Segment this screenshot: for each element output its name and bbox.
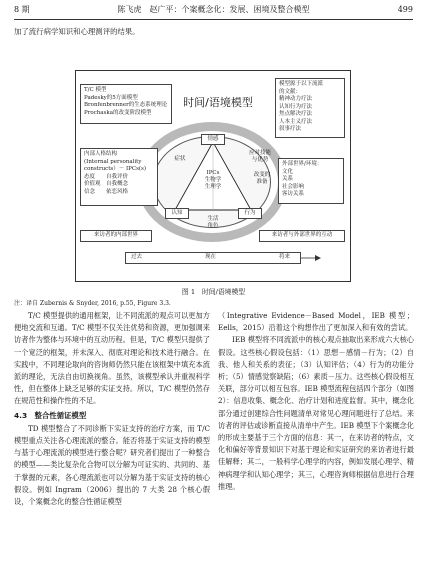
timeline-future: 将来 xyxy=(279,254,291,260)
running-title: 陈飞虎 赵广平：个案概念化：发展、困境及整合模型 xyxy=(117,5,310,14)
timeline-present: 现在 xyxy=(205,254,217,260)
life-role-label: 生活 角色 xyxy=(207,216,219,229)
header-rule xyxy=(14,19,413,20)
issue-number: 8 期 xyxy=(14,5,30,14)
cognition-label: 认知 xyxy=(165,208,189,219)
right-paragraph-1: （Integrative Evidence－Based Model，IEB 模型；Eells，2015）沿着这个构想作出了更加深入和有效的尝试。 xyxy=(218,311,414,333)
emotion-label: 情感 xyxy=(201,134,225,145)
interaction-box: 来访者与外部世界的互动 xyxy=(259,230,345,242)
left-paragraph-2: TD 模型整合了不同诊断下实证支持的治疗方案，而 T/C 模型重点关注各心理流派的整合。能否将基于实证支持的模型与基于心理流派的模型进行整合呢？研究者们提出了一种整合的模型——类比复杂化合物可以分解为可证实的、共同的、基于掌握的元素，各心理流派也可以分解为基于实证支持的核心假设。例如 Ingram（2006）提出的 7 大类 28 个核心假设，个案概念化的整合性循证模型 xyxy=(14,423,210,507)
tc-model-box: T/C 模型 Padesky的5方面模型 Bronfenbrenner的生态系统理论 Prochaska的改变阶段模型 xyxy=(80,84,172,124)
motivation-label: 改变的 准备 xyxy=(253,172,271,185)
figure-main-title: 时间/语境模型 xyxy=(183,96,253,109)
left-column xyxy=(14,310,210,508)
figure-caption: 图 1 时间/语境模型 xyxy=(181,288,246,296)
coping-label: 应对技能 与优势 xyxy=(248,150,271,163)
symptom-label: 症状 xyxy=(174,156,186,162)
internal-constructs-box: 内部人格结构 (Internal personality constructs）－ IPCs(s) 态度 自我评价 价值观 自我概念 信念 依恋风格 xyxy=(80,148,158,206)
section-heading: 4.3 整合性循证模型 xyxy=(14,410,87,420)
page-number: 499 xyxy=(397,5,413,14)
internal-world-box: 来访者的内部世界 xyxy=(80,230,152,242)
intro-line: 加了流行病学知识和心理测评的结果。 xyxy=(14,27,140,36)
center-ipcs-label: IPCs 生物学 生理学 xyxy=(204,170,222,190)
timeline-arrow xyxy=(75,70,351,282)
running-header xyxy=(14,0,413,20)
schools-box: 模型源于以下流派 的文献： 精神动力疗法 认知行为疗法 焦点解决疗法 人本主义疗法 叙事疗法 xyxy=(275,78,345,138)
right-paragraph-2: IEB 模型将不同流派中的核心观点抽取出来形成六大核心假设。这些核心假设包括：（1）思想－感情－行为；（2）自我、他人和关系的表征；（3）认知评估；（4）行为的功能分析；（5）情感觉察缺陷；（6）素质－压力。这些核心假设相互关联，部分可以相互包容。IEB 模型流程包括四个部分（如图 2）：信息收集、概念化、治疗计划和进度监督。其中，概念化部分通过创建综合性问题清单对常见心理问题进行了总结。来访者的评估或诊断直接从清单中产生。IEB 模型下个案概念化的形成主要基于三个方面的信息：其一，在来访者的特点，文化和偏好等背景知识下对基于理论和实证研究的来访者进行最佳解释；其二，一般科学心理学的内容，例如发展心理学、精神病理学和认知心理学；其三，心理咨询师根据信息进行合理推理。 xyxy=(218,335,415,491)
left-paragraph-1: T/C 模型提供的通用框架，让不同流派的观点可以更加方便地交流和互通。T/C 模型不仅关注优势和资源，更加强调来访者作为整体与环境中的互动历程。但是，T/C 模型只提供了一个宽泛的框架，并未深入、彻底对理论和技术进行融合。在实践中，不同理论取向的咨询师仍然只能在该框架中填充本流派的理论，无法自由切换视角。虽然，该模型承认并重视科学性，但在整体上缺乏足够的实证支持。所以，T/C 模型仍然存在规范性和操作性的不足。 xyxy=(14,311,210,406)
timeline-past: 过去 xyxy=(131,254,143,260)
right-column xyxy=(218,310,414,493)
behavior-label: 行为 xyxy=(238,208,262,219)
external-world-box: 外部世界/环境： 文化 关系 社会影响 客访关系 xyxy=(278,158,344,204)
figure-note: 注：译自 Zubernis & Snyder, 2016, p.55, Figure 3.3. xyxy=(14,300,171,307)
figure-1 xyxy=(75,70,351,282)
